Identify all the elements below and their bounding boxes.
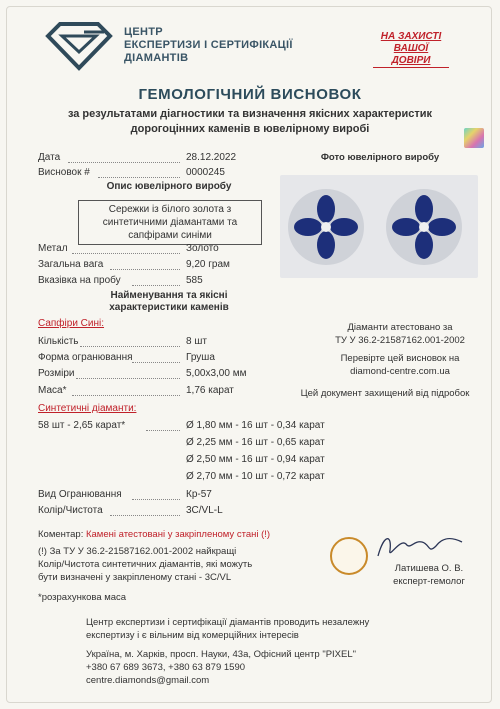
diamond-cut-value: Кр-57: [186, 489, 212, 500]
comment: [38, 528, 270, 541]
diamond-logo-icon: [40, 22, 118, 72]
note-line1: (!) За ТУ У 36.2-21587162.001-2002 найкращі: [38, 546, 237, 557]
trust-slogan: [373, 31, 449, 68]
weight-leader: [110, 269, 180, 270]
description-line1: Сережки із білого золота з: [108, 204, 232, 215]
date-label: Дата: [38, 152, 61, 163]
stones-heading-line2: характеристики каменів: [109, 302, 229, 313]
hologram-sticker: [464, 128, 484, 148]
metal-value: Золото: [186, 243, 219, 254]
metal-leader: [72, 253, 180, 254]
description-line3: сапфірами синіми: [128, 230, 212, 241]
diamond-color-label: Колір/Чистота: [38, 505, 103, 516]
org-name-line3: ДІАМАНТІВ: [124, 52, 189, 64]
diamonds-total-leader: [146, 430, 180, 431]
diamond-cut-label: Вид Огранювання: [38, 489, 122, 500]
earrings-image: [280, 175, 478, 278]
note-line3: бути визначені у закріпленому стані - 3С/VL: [38, 572, 232, 583]
anti-forgery-note: Цей документ захищений від підробок: [300, 388, 470, 399]
slogan-line2: ВАШОЇ: [393, 43, 429, 54]
hallmark-label: Вказівка на пробу: [38, 275, 121, 286]
diamond-color-leader: [110, 515, 180, 516]
org-name-line2: ЕКСПЕРТИЗИ І СЕРТИФІКАЦІЇ: [124, 39, 293, 51]
item-description: [78, 200, 262, 245]
sapphire-qty-leader: [80, 346, 180, 347]
hallmark-leader: [132, 285, 180, 286]
certificate-number-label: Висновок #: [38, 167, 90, 178]
diamond-cut-leader: [132, 499, 180, 500]
sapphire-quantity-value: 8 шт: [186, 336, 207, 347]
note-line2: Колір/Чистота синтетичних діамантів, які можуть: [38, 559, 253, 570]
org-name-line1: ЦЕНТР: [124, 26, 163, 38]
total-weight-value: 9,20 грам: [186, 259, 230, 270]
subtitle-line2: дорогоцінних каменів в ювелірному виробі: [130, 123, 370, 135]
sapphire-cut-label: Форма огранювання: [38, 352, 133, 363]
certification-line2: ТУ У 36.2-21587162.001-2002: [335, 335, 465, 346]
diamond-row-3: Ø 2,50 мм - 16 шт - 0,94 карат: [186, 454, 325, 465]
document-subtitle: [20, 107, 480, 137]
sapphire-size-label: Розміри: [38, 368, 75, 379]
cert-leader: [98, 177, 180, 178]
footer-contacts: [86, 648, 416, 687]
signer-name: Латишева О. В.: [394, 563, 464, 574]
stones-heading-line1: Найменування та якісні: [110, 290, 228, 301]
total-weight-label: Загальна вага: [38, 259, 104, 270]
footer-email: centre.diamonds@gmail.com: [86, 675, 210, 686]
org-name: [124, 26, 293, 65]
description-heading: Опис ювелірного виробу: [106, 181, 232, 192]
document-title: ГЕМОЛОГІЧНИЙ ВИСНОВОК: [138, 86, 362, 103]
comment-text: Камені атестовані у закріпленому стані (!): [85, 529, 271, 540]
sapphire-mass-value: 1,76 карат: [186, 385, 234, 396]
hallmark-value: 585: [186, 275, 203, 286]
diamond-row-4: Ø 2,70 мм - 10 шт - 0,72 карат: [186, 471, 325, 482]
certification-line1: Діаманти атестовано за: [347, 322, 453, 333]
signature-icon: [370, 528, 470, 564]
verify-url: diamond-centre.com.ua: [350, 366, 450, 377]
footer-phones: +380 67 689 3673, +380 63 879 1590: [86, 662, 246, 673]
date-value: 28.12.2022: [186, 152, 237, 163]
diamond-row-2: Ø 2,25 мм - 16 шт - 0,65 карат: [186, 437, 325, 448]
signer-role: експерт-гемолог: [393, 576, 465, 587]
slogan-line1: НА ЗАХИСТІ: [380, 31, 442, 42]
calculated-mass-note: *розрахункова маса: [38, 592, 127, 603]
sapphire-cut-value: Груша: [186, 352, 215, 363]
verify-note: [300, 352, 500, 378]
sapphire-cut-leader: [132, 362, 180, 363]
description-line2: синтетичними діамантами та: [102, 217, 238, 228]
comment-label: Коментар:: [38, 529, 84, 540]
footer-statement: [86, 616, 416, 642]
jewelry-photo: [280, 175, 478, 278]
notes: [38, 545, 252, 584]
sapphire-mass-leader: [72, 395, 180, 396]
diamonds-heading: Синтетичні діаманти:: [38, 403, 137, 414]
sapphire-quantity-label: Кількість: [38, 336, 79, 347]
sapphire-size-value: 5,00x3,00 мм: [186, 368, 247, 379]
subtitle-line1: за результатами діагностики та визначення якісних характеристик: [67, 108, 433, 120]
date-leader: [68, 162, 180, 163]
sapphires-heading: Сапфіри Сині:: [38, 318, 105, 329]
sapphire-size-leader: [76, 378, 180, 379]
footer-line1: Центр експертизи і сертифікації діамантів проводить незалежну: [86, 617, 370, 628]
footer-address: Україна, м. Харків, просп. Науки, 43а, Офісний центр "PIXEL": [86, 649, 357, 660]
slogan-line3: ДОВІРИ: [391, 55, 431, 66]
diamonds-total: 58 шт - 2,65 карат*: [38, 420, 126, 431]
metal-label: Метал: [38, 243, 68, 254]
diamond-color-value: 3С/VL-L: [186, 505, 223, 516]
seal-icon: [330, 537, 368, 575]
footer-line2: експертизу і є вільним від комерційних інтересів: [86, 630, 299, 641]
stones-heading: [60, 290, 278, 314]
certificate-number-value: 0000245: [186, 167, 225, 178]
verify-line1: Перевірте цей висновок на: [340, 353, 460, 364]
sapphire-mass-label: Маса*: [38, 385, 67, 396]
photo-caption: Фото ювелірного виробу: [320, 152, 440, 163]
diamond-row-1: Ø 1,80 мм - 16 шт - 0,34 карат: [186, 420, 325, 431]
certification-note: [300, 321, 500, 347]
